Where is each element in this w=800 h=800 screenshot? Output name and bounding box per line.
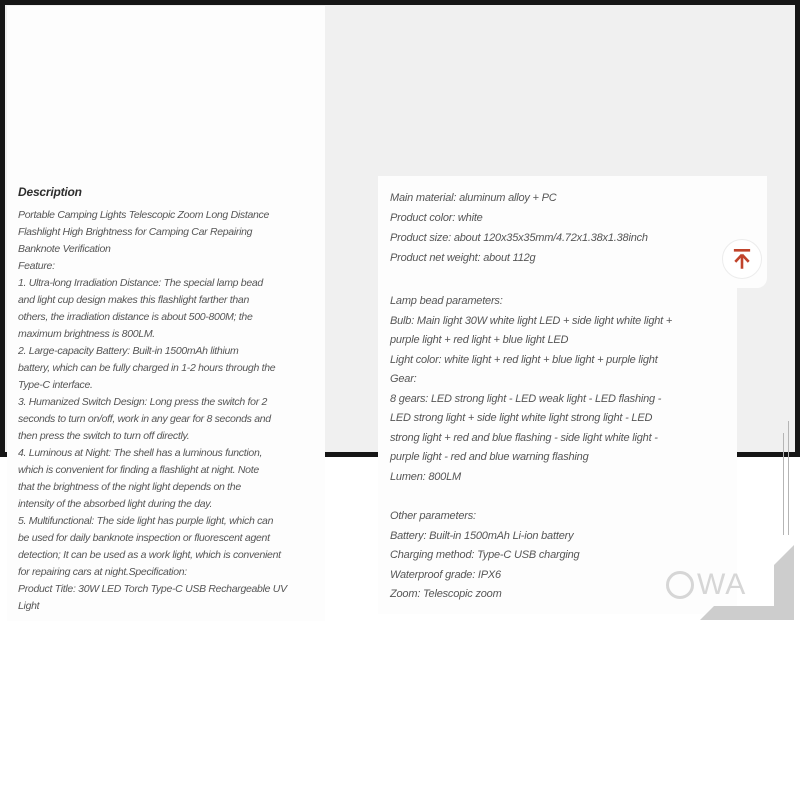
text-line: Battery: Built-in 1500mAh Li-ion battery (390, 529, 574, 542)
text-line: purple light + red light + blue light LED (390, 334, 569, 346)
text-line: others, the irradiation distance is about 500-800M; the (18, 311, 253, 323)
text-line: Product size: about 120x35x35mm/4.72x1.38x1.38inch (390, 232, 648, 244)
text-line: Charging method: Type-C USB charging (390, 549, 580, 561)
text-line: Flashlight High Brightness for Camping Car Repairing (18, 226, 253, 238)
scrollbar-line[interactable] (783, 433, 784, 535)
scrollbar-line[interactable] (788, 421, 789, 535)
text-line: 2. Large-capacity Battery: Built-in 1500mAh lithium (18, 345, 239, 357)
text-line: Light color: white light + red light + blue light + purple light (390, 353, 658, 366)
text-line: Main material: aluminum alloy + PC (390, 192, 557, 204)
arrow-up-to-top-icon (729, 246, 755, 272)
text-line: Lamp bead parameters: (390, 295, 503, 307)
specs-section-lamp-bead (390, 292, 737, 487)
text-line: detection; It can be used as a work light, which is convenient (18, 549, 281, 561)
text-line: Waterproof grade: IPX6 (390, 568, 501, 581)
text-line: Portable Camping Lights Telescopic Zoom Long Distance (18, 209, 270, 221)
text-line: Zoom: Telescopic zoom (390, 588, 502, 600)
text-line: Product Title: 30W LED Torch Type-C USB Rechargeable UV (18, 583, 287, 595)
text-line: strong light + red and blue flashing - side light white light - (390, 431, 658, 444)
text-line: be used for daily banknote inspection or fluorescent agent (18, 532, 270, 544)
text-line: then press the switch to turn off directly. (18, 430, 190, 442)
text-line: Gear: (390, 373, 417, 385)
text-line: maximum brightness is 800LM. (18, 328, 155, 340)
text-line: battery, which can be fully charged in 1-2 hours through the (18, 362, 276, 374)
text-line: 4. Luminous at Night: The shell has a luminous function, (18, 447, 263, 459)
text-line: which is convenient for finding a flashlight at night. Note (18, 464, 259, 476)
specs-panel (378, 176, 737, 614)
text-line: Product net weight: about 112g (390, 252, 536, 264)
text-line: seconds to turn on/off, work in any gear for 8 seconds and (18, 413, 271, 425)
text-line: intensity of the absorbed light during the day. (18, 498, 213, 510)
description-title: Description (18, 185, 82, 199)
text-line: Product color: white (390, 212, 483, 224)
text-line: that the brightness of the night light depends on the (18, 481, 241, 493)
text-line: 3. Humanized Switch Design: Long press the switch for 2 (18, 396, 268, 408)
text-line: Other parameters: (390, 510, 476, 522)
watermark-text: WA (697, 568, 747, 601)
watermark-logo-icon (666, 571, 694, 599)
description-text (18, 207, 319, 615)
text-line: Type-C interface. (18, 379, 93, 391)
text-line: LED strong light + side light white light strong light - LED (390, 412, 653, 424)
text-line: 5. Multifunctional: The side light has purple light, which can (18, 515, 274, 527)
text-line: Lumen: 800LM (390, 470, 461, 483)
back-to-top-button[interactable] (722, 239, 762, 279)
specs-section-basic (390, 188, 737, 268)
text-line: Feature: (18, 260, 55, 272)
text-line: for repairing cars at night.Specification: (18, 566, 187, 578)
text-line: Banknote Verification (18, 243, 111, 255)
text-line: Light (18, 600, 40, 612)
text-line: 1. Ultra-long Irradiation Distance: The special lamp bead (18, 277, 263, 289)
text-line: purple light - red and blue warning flashing (390, 451, 589, 463)
text-line: and light cup design makes this flashlight farther than (18, 294, 249, 306)
watermark (666, 568, 746, 602)
text-line: 8 gears: LED strong light - LED weak light - LED flashing - (390, 392, 662, 405)
text-line: Bulb: Main light 30W white light LED + side light white light + (390, 314, 673, 327)
description-panel (7, 176, 325, 621)
